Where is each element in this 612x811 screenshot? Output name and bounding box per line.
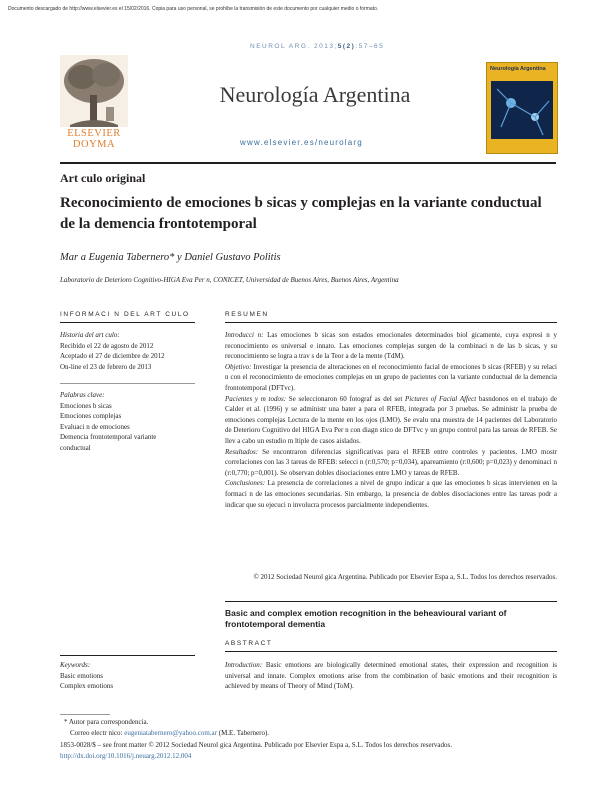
history-accepted: Aceptado el 27 de diciembre de 2012 [60,352,165,360]
corresponding-email [70,729,269,737]
keywords-en [60,660,200,692]
resumen-copyright: © 2012 Sociedad Neurol gica Argentina. Publicado por Elsevier Espa a, S.L. Todos los derechos reservados. [253,573,557,581]
keyword-en: Complex emotions [60,682,114,690]
issn-line: 1853-0028/$ – see front matter © 2012 Sociedad Neurol gica Argentina. Publicado por Elsevier Espa a, S.L. Todos los derechos reservados. [60,741,453,749]
keywords-en-rule [60,655,195,656]
header-rule [60,162,556,164]
resultados-label: Resultados: [225,447,259,456]
footnote-rule [60,714,110,715]
corresponding-author-note: * Autor para correspondencia. [64,718,149,726]
article-type: Art culo original [60,171,146,185]
citation-prefix: NEUROL ARG. 2013; [250,43,338,50]
publisher-line-2: DOYMA [72,139,116,150]
publisher-line-1: ELSEVIER [67,128,121,139]
keyword: Emociones complejas [60,412,122,420]
pacientes-text-a: Se seleccionaron 60 fotograf as del set [286,394,405,403]
resumen-conclusiones [225,478,557,510]
history-online: On-line el 23 de febrero de 2013 [60,362,152,371]
keyword: Demencia frontotemporal variante [60,433,157,441]
keyword-en: Basic emotions [60,671,103,680]
email-label: Correo electr nico: [70,729,125,737]
resumen-intro [225,330,557,362]
abstract-intro-text: Basic emotions are biologically determined emotional states, their expression and recognition is universal and innate. Complex emotions arise from the combination of basic emotions and their recognition is achieved by means of Theory of Mind (ToM). [225,661,557,691]
download-watermark: Documento descargado de http://www.elsevier.es el 15/02/2016. Copia para uso personal, se prohíbe la transmisión de este documento por cualquier medio o formato. [8,6,379,12]
resumen-heading: RESUMEN [225,311,269,318]
intro-label: Introducci n: [225,331,264,339]
keywords-es [60,390,200,453]
affiliation: Laboratorio de Deterioro Cognitivo-HIGA Eva Per n, CONICET, Universidad de Buenos Aires, Buenos Aires, Argentina [60,276,399,284]
pacientes-italic: Pictures of Facial Affect [405,394,477,403]
resumen-objetivo [225,362,557,394]
cover-image [491,81,553,139]
keywords-label: Palabras clave: [60,391,105,399]
journal-title: Neurología Argentina [219,82,411,107]
english-title: Basic and complex emotion recognition in the beheavioural variant of frontotemporal dementia [225,608,507,629]
email-suffix: (M.E. Tabernero). [216,729,270,737]
cover-title: Neurología Argentina [490,66,546,72]
resumen-pacientes [225,394,557,447]
pacientes-label: Pacientes y m todos: [225,394,287,403]
english-top-rule [225,601,557,602]
journal-website-link[interactable]: www.elsevier.es/neurolarg [240,138,363,147]
pacientes-text-b: basndonos en el trabajo de Calder et al. (1996) y se administr una bater a para el RFEB, integrada por 3 pruebas. Se administr la prueba de emociones complejas Lectura de la mente en los ojos (LMO). Se evalu una muestra de 14 pacientes del Laboratorio de Deterioro Cognitivo del HIGA Eva Per n con diagn stico de DFTvc y un grupo control para las tareas de RFEB. Se llev a cabo un estudio m ltiple de casos aislados. [225,394,558,445]
article-info-heading: INFORMACI N DEL ART CULO [60,311,190,318]
email-link[interactable]: eugeniatabernero@yahoo.com.ar [124,729,217,737]
publisher-wordmark [60,128,128,150]
keywords-en-label: Keywords: [60,661,91,669]
article-history [60,330,200,372]
resultados-text: Se encontraron diferencias significativas para el RFEB entre controles y pacientes. LMO mostr correlaciones con las 3 tareas de RFEB: selecci n (r:0,570; p=0,034), apareamiento (r:0,600; p=0,023) y denominaci n (r:0,770; p=0,001). Se observan dobles disociaciones entre LMO y tareas de RFEB. [225,447,557,477]
article-info-rule [60,322,195,323]
abstract-intro-label: Introduction: [225,661,263,669]
journal-citation [250,43,384,50]
history-received: Recibido el 22 de agosto de 2012 [60,341,154,350]
citation-pages: :57–65 [355,43,385,50]
history-divider [60,383,195,384]
history-label: Historia del art culo: [60,331,120,339]
keyword: Emociones b sicas [60,401,112,410]
resumen-body [225,330,557,510]
journal-cover-thumbnail [486,62,558,154]
abstract-body [225,660,557,692]
objetivo-label: Objetivo: [225,362,252,371]
abstract-heading: ABSTRACT [225,640,273,647]
article-title: Reconocimiento de emociones b sicas y complejas en la variante conductual de la demencia frontotemporal [60,195,542,232]
resumen-resultados [225,447,557,479]
objetivo-text: Investigar la presencia de alteraciones en el reconocimiento facial de emociones b sicas (RFEB) y su relaci n con el reconocimiento de emociones complejas en un grupo de pacientes con la variante conductual de la demencia frontotemporal (DFTvc). [225,362,557,392]
resumen-rule [225,322,557,323]
abstract-rule [225,651,557,652]
citation-volume: 5(2) [337,43,356,50]
keyword: Evaluaci n de emociones [60,422,130,431]
conclusiones-label: Conclusiones: [225,479,266,488]
keyword: conductual [60,443,91,452]
intro-text: Las emociones b sicas son estados emocionales determinados biol gicamente, cuya expresi n y reconocimiento es universal e innato. Las emociones complejas surgen de la combinaci n de las b sicas, y su reconocimiento se logra a trav s de la Teor a de la mente (TdM). [225,331,557,361]
doi-link[interactable]: http://dx.doi.org/10.1016/j.neuarg.2012.12.004 [60,752,192,760]
conclusiones-text: La presencia de correlaciones a nivel de grupo indicar a que las emociones b sicas intervienen en la formaci n de las emociones secundarias. Sin embargo, la presencia de dobles disociaciones entre las tareas podr a indicar que su ejecuci n involucra procesos parcialmente independientes. [225,479,557,509]
authors: Mar a Eugenia Tabernero* y Daniel Gustavo Politis [60,252,281,263]
cover-neuron-illustration [491,81,553,139]
